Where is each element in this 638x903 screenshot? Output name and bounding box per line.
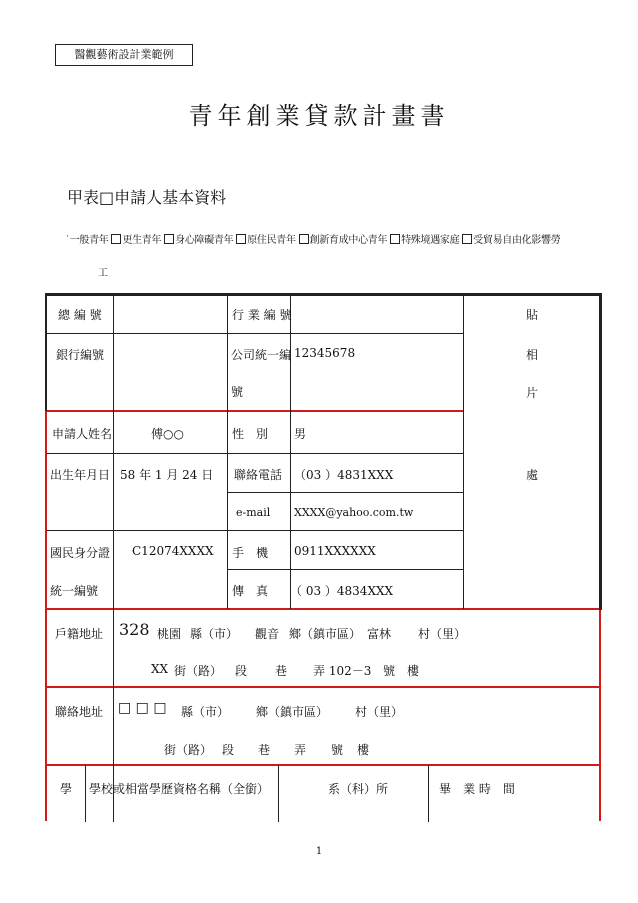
mobile-value: 0911XXXXXX — [294, 544, 376, 558]
company-id-label: 公司統一編 — [231, 348, 292, 362]
applicant-name-value: 傅○○ — [151, 427, 184, 441]
table-right-border-highlight — [599, 610, 601, 821]
id-label: 國民身分證 — [50, 546, 111, 560]
table-top-border — [45, 293, 601, 296]
contact-village-unit: 村（里） — [355, 705, 404, 719]
checkbox[interactable] — [111, 234, 121, 244]
row-divider — [227, 492, 464, 493]
row-divider-highlight — [46, 764, 600, 766]
education-grad-header: 畢 業 時 間 — [439, 782, 515, 796]
photo-char: 貼 — [526, 308, 539, 322]
page-title: 青年創業貸款計畫書 — [188, 102, 450, 130]
education-label: 學 — [60, 782, 73, 796]
category-item: 受貿易自由化影響勞 — [473, 235, 561, 246]
contact-floor: 樓 — [357, 743, 370, 757]
category-item: 原住民青年 — [247, 235, 296, 246]
household-floor: 樓 — [407, 664, 420, 678]
checkbox[interactable] — [462, 234, 472, 244]
fax-label: 傳 真 — [232, 584, 269, 598]
contact-section: 段 — [222, 743, 235, 757]
household-section: 段 — [235, 664, 248, 678]
category-item: 更生青年 — [122, 235, 162, 246]
row-divider — [46, 530, 464, 531]
category-prefix: ˙ — [65, 235, 70, 246]
id-value: C12074XXXX — [132, 544, 214, 558]
total-no-label: 總 編 號 — [58, 308, 102, 322]
household-alley-no: 弄 102－3 — [313, 664, 372, 678]
mobile-label: 手 機 — [232, 546, 269, 560]
household-lane: 巷 — [275, 664, 288, 678]
row-divider-highlight — [46, 686, 600, 688]
education-dept-header: 系（科）所 — [328, 782, 389, 796]
email-value: XXXX@yahoo.com.tw — [294, 506, 414, 519]
birth-value: 58 年 1 月 24 日 — [120, 468, 214, 482]
household-label: 戶籍地址 — [55, 627, 104, 641]
section-heading: 甲表□申請人基本資料 — [67, 188, 227, 207]
photo-char: 片 — [526, 386, 539, 400]
gender-value: 男 — [294, 427, 307, 441]
contact-county-unit: 縣（市） — [181, 705, 230, 719]
photo-char: 處 — [526, 468, 539, 482]
checkbox[interactable] — [390, 234, 400, 244]
table-left-border-highlight — [45, 411, 47, 821]
row-divider — [46, 333, 464, 334]
row-divider-highlight — [46, 608, 600, 610]
household-county: 桃園 — [157, 627, 182, 641]
column-divider — [428, 765, 429, 822]
contact-road-unit: 街（路） — [164, 743, 213, 757]
contact-town-unit: 鄉（鎮市區） — [256, 705, 329, 719]
company-id-label-cont: 號 — [231, 385, 244, 399]
checkbox[interactable] — [236, 234, 246, 244]
category-options — [65, 231, 561, 246]
bank-no-label: 銀行編號 — [56, 348, 105, 362]
household-zip: 328 — [119, 620, 150, 639]
gender-label: 性 別 — [232, 427, 269, 441]
household-town: 觀音 — [255, 627, 280, 641]
category-item: 一般青年 — [69, 235, 109, 246]
contact-number: 號 — [331, 743, 344, 757]
id-label-cont: 統一編號 — [50, 584, 99, 598]
company-id-value: 12345678 — [294, 346, 356, 360]
category-item: 身心障礙青年 — [175, 235, 234, 246]
household-village: 富林 — [367, 627, 392, 641]
contact-alley: 弄 — [294, 743, 307, 757]
category-item: 創新育成中心青年 — [309, 235, 388, 246]
column-divider — [290, 294, 291, 609]
fax-value: （ 03 ）4834XXX — [290, 584, 394, 598]
row-divider — [227, 569, 464, 570]
birth-label: 出生年月日 — [50, 468, 111, 482]
table-right-border — [599, 293, 602, 610]
example-tag: 醫觀藝術設計業範例 — [55, 44, 193, 66]
household-road: XX — [151, 662, 169, 676]
category-item: 特殊境遇家庭 — [401, 235, 460, 246]
table-left-border — [45, 293, 47, 411]
page-number: 1 — [315, 846, 323, 857]
column-divider — [278, 765, 279, 822]
category-continued: 工 — [98, 268, 108, 279]
education-school-header: 學校或相當學歷資格名稱（全銜） — [89, 782, 270, 796]
checkbox[interactable] — [164, 234, 174, 244]
household-road-unit: 街（路） — [174, 664, 223, 678]
column-divider — [85, 765, 86, 822]
contact-label: 聯絡地址 — [55, 705, 104, 719]
phone-value: （03 ）4831XXX — [294, 468, 394, 482]
row-divider-highlight — [46, 410, 464, 412]
contact-lane: 巷 — [258, 743, 271, 757]
checkbox[interactable] — [299, 234, 309, 244]
email-label: e-mail — [236, 506, 271, 519]
column-divider — [227, 294, 228, 609]
household-village-unit: 村（里） — [418, 627, 467, 641]
industry-no-label: 行 業 編 號 — [232, 308, 292, 322]
column-divider — [113, 294, 114, 822]
applicant-name-label: 申請人姓名 — [52, 427, 113, 441]
phone-label: 聯絡電話 — [234, 468, 283, 482]
column-divider — [463, 294, 464, 609]
photo-char: 相 — [526, 348, 539, 362]
contact-zip: □ □ □ — [118, 700, 167, 716]
row-divider — [46, 453, 464, 454]
household-town-unit: 鄉（鎮市區） — [289, 627, 362, 641]
household-number: 號 — [383, 664, 396, 678]
household-county-unit: 縣（市） — [190, 627, 239, 641]
